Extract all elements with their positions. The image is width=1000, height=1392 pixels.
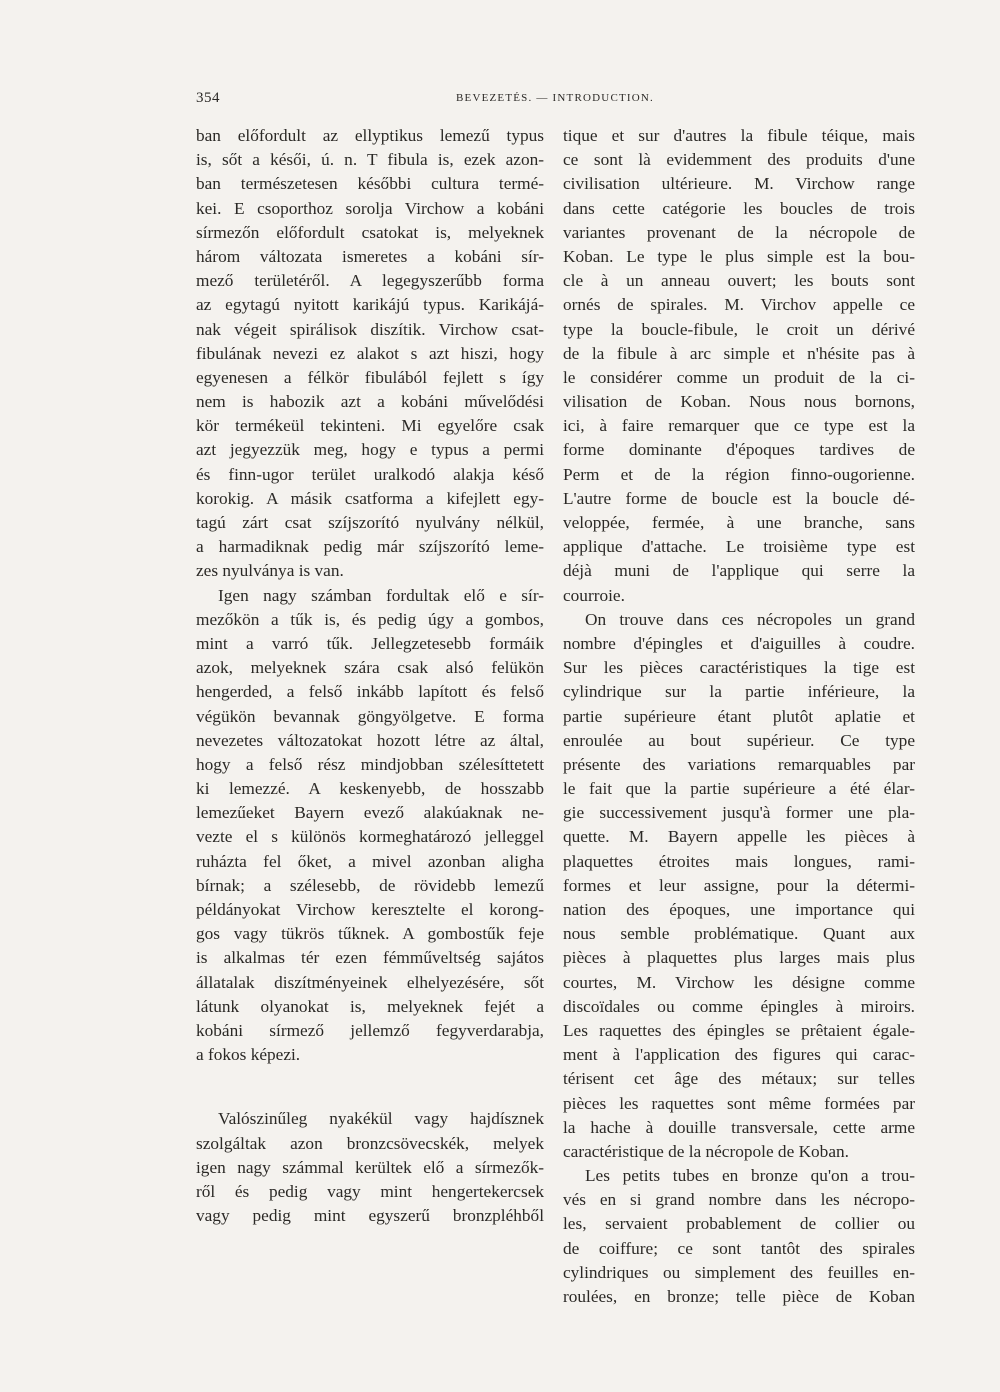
- text-line: és finn-ugor terület uralkodó alakja késő: [196, 464, 544, 484]
- text-line: courroie.: [563, 585, 625, 605]
- paragraph-gap: [196, 1067, 544, 1107]
- text-line: cle à un anneau ouvert; les bouts sont: [563, 271, 915, 291]
- text-line: nombre d'épingles et d'aiguilles à coudre.: [563, 633, 915, 653]
- text-line: dans cette catégorie les boucles de trois: [563, 198, 915, 218]
- text-line: formes et leur assigne, pour la détermi-: [563, 875, 915, 895]
- text-line: nation des époques, une importance qui: [563, 900, 915, 919]
- text-line: bírnak; a szélesebb, de rövidebb lemezű: [196, 875, 544, 895]
- text-line: présente des variations remarquables par: [563, 754, 915, 774]
- text-line: sírmezőn előfordult csatokat is, melyeknek: [196, 222, 544, 242]
- text-line: veloppée, fermée, à une branche, sans: [563, 513, 915, 532]
- text-line: forme dominante d'époques tardives de: [563, 440, 915, 460]
- text-line: le considérer comme un produit de la ci-: [563, 367, 915, 387]
- hungarian-paragraph-buckles: [196, 124, 544, 584]
- text-line: On trouve dans ces nécropoles un grand: [585, 609, 915, 629]
- text-line: mező területéről. A legegyszerűbb forma: [196, 271, 544, 291]
- text-line: partie supérieure étant plutôt aplatie et: [563, 706, 915, 726]
- text-line: a harmadiknak pedig már szíjszorító leme-: [196, 537, 544, 557]
- text-line: azt jegyezzük meg, hogy e typus a permi: [196, 440, 544, 460]
- text-line: déjà muni de l'applique qui serre la: [563, 561, 915, 581]
- text-line: példányokat Virchow keresztelte el korong-: [196, 900, 544, 919]
- text-line: cylindriques ou simplement des feuilles en-: [563, 1262, 915, 1282]
- text-line: zes nyulványa is van.: [196, 561, 344, 581]
- text-line: térisent cet âge des métaux; sur telles: [563, 1069, 915, 1089]
- text-line: caractéristique de la nécropole de Koban.: [563, 1141, 849, 1161]
- text-line: Sur les pièces caractéristiques la tige est: [563, 658, 915, 678]
- text-line: is, sőt a késői, ú. n. T fibula is, ezek azon-: [196, 150, 544, 170]
- text-line: egyenesen a félkör fibulából fejlett s így: [196, 367, 544, 387]
- text-line: mezőkön a tűk is, és pedig úgy a gombos,: [196, 609, 544, 629]
- text-line: applique d'attache. Le troisième type est: [563, 537, 915, 557]
- text-line: plaquettes étroites mais longues, rami-: [563, 851, 915, 871]
- text-line: az egytagú nyitott karikájú typus. Karikájá-: [196, 295, 544, 315]
- text-line: Les raquettes des épingles se prêtaient égale-: [563, 1020, 915, 1040]
- text-line: kei. E csoporthoz sorolja Virchow a kobáni: [196, 198, 544, 218]
- text-line: szolgáltak azon bronzcsövecskék, melyek: [196, 1133, 544, 1153]
- text-line: igen nagy számmal kerültek elő a sírmezők-: [196, 1157, 544, 1177]
- text-line: Valószinűleg nyakékül vagy hajdísznek: [218, 1109, 544, 1129]
- text-line: enroulée au bout supérieur. Ce type: [563, 730, 915, 750]
- text-line: quette. M. Bayern appelle les pièces à: [563, 827, 915, 847]
- french-paragraph-buckles: [563, 124, 915, 608]
- text-line: tique et sur d'autres la fibule téique, mais: [563, 126, 915, 145]
- page-number: 354: [196, 90, 220, 106]
- text-line: pièces les raquettes sont même formées par: [563, 1093, 915, 1113]
- text-line: ban természetesen későbbi cultura termé-: [196, 174, 544, 194]
- text-line: cylindrique sur la partie inférieure, la: [563, 682, 915, 702]
- text-line: látunk olyanokat is, melyeknek fejét a: [196, 996, 544, 1016]
- page-header: [196, 90, 914, 110]
- french-paragraph-tubes: [563, 1164, 915, 1309]
- text-line: de la fibule à arc simple et n'hésite pas à: [563, 343, 915, 363]
- text-line: L'autre forme de boucle est la boucle dé-: [563, 488, 915, 508]
- text-line: mint a varró tűk. Jellegzetesebb formáik: [196, 633, 544, 653]
- text-line: civilisation ultérieure. M. Virchow range: [563, 174, 915, 194]
- text-line: korokig. A másik csatforma a kifejlett egy-: [196, 488, 544, 508]
- text-line: is alkalmas tér ezen fémműveltség sajátos: [196, 948, 544, 968]
- text-line: pièces à plaquettes plus larges mais plus: [563, 948, 915, 968]
- text-line: discoïdales ou comme épingles à miroirs.: [563, 996, 915, 1016]
- text-line: nous semble problématique. Quant aux: [563, 924, 915, 944]
- text-line: kör termékeül tekinteni. Mi egyelőre csak: [196, 416, 544, 436]
- text-line: hengerded, a felső inkább lapított és felső: [196, 682, 544, 702]
- text-line: ki lemezzé. A keskenyebb, de hosszabb: [196, 779, 544, 799]
- text-line: ce sont là evidemment des produits d'une: [563, 150, 915, 170]
- text-line: tagú zárt csat szíjszorító nyulvány nélkül,: [196, 513, 544, 532]
- text-line: ornés de spirales. M. Virchov appelle ce: [563, 295, 915, 315]
- text-line: la hache à douille transversale, cette arme: [563, 1117, 915, 1137]
- text-line: ban előfordult az ellyptikus lemezű typus: [196, 126, 544, 145]
- hungarian-paragraph-tubes: [196, 1107, 544, 1228]
- text-line: ici, à faire remarquer que ce type est la: [563, 416, 915, 436]
- text-line: roulées, en bronze; telle pièce de Koban: [563, 1287, 915, 1306]
- text-line: kobáni sírmező jellemző fegyverdarabja,: [196, 1020, 544, 1040]
- text-line: fibulának nevezi ez alakot s azt hiszi, hogy: [196, 343, 544, 363]
- hungarian-column: [196, 124, 544, 1228]
- french-paragraph-pins: [563, 608, 915, 1164]
- text-line: gie successivement jusqu'à former une pla-: [563, 803, 915, 823]
- text-line: nak végeit spirálisok diszítik. Virchow csat-: [196, 319, 544, 339]
- text-line: vés en si grand nombre dans les nécropo-: [563, 1190, 915, 1210]
- text-line: állatalak diszítményeinek elhelyezésére, sőt: [196, 972, 544, 992]
- running-head: BEVEZETÉS. — INTRODUCTION.: [455, 92, 654, 104]
- text-line: a fokos képezi.: [196, 1045, 301, 1065]
- text-line: les, servaient probablement de collier ou: [563, 1214, 915, 1234]
- text-line: ről és pedig vagy mint hengertekercsek: [196, 1181, 544, 1201]
- text-line: le fait que la partie supérieure a été élar-: [563, 779, 915, 799]
- text-line: courtes, M. Virchow les désigne comme: [563, 972, 915, 992]
- text-line: azok, melyeknek szára csak alsó felükön: [196, 658, 544, 678]
- french-column: [563, 124, 915, 1309]
- text-line: type la boucle-fibule, le croit un dérivé: [563, 319, 915, 339]
- text-line: hogy a felső rész mindjobban szélesíttetett: [196, 754, 544, 774]
- text-line: nevezetes változatokat hozott létre az által,: [196, 730, 544, 750]
- text-line: végükön bevannak göngyölgetve. E forma: [196, 706, 544, 726]
- text-line: lemezűeket Bayern evező alakúaknak ne-: [196, 803, 544, 823]
- text-line: gos vagy tükrös tűknek. A gombostűk feje: [196, 924, 544, 944]
- text-line: ment à l'application des figures qui carac-: [563, 1045, 915, 1065]
- text-line: nem is habozik azt a kobáni művelődési: [196, 392, 544, 412]
- text-line: Perm et de la région finno-ougorienne.: [563, 464, 915, 484]
- text-line: Igen nagy számban fordultak elő e sír-: [218, 585, 544, 605]
- hungarian-paragraph-pins: [196, 584, 544, 1068]
- text-line: ruházta fel őket, a mivel azonban aligha: [196, 851, 544, 871]
- text-line: vilisation de Koban. Nous nous bornons,: [563, 392, 915, 412]
- text-line: Les petits tubes en bronze qu'on a trou-: [585, 1166, 915, 1186]
- text-line: három változata ismeretes a kobáni sír-: [196, 246, 544, 266]
- text-line: Koban. Le type le plus simple est la bou-: [563, 246, 915, 266]
- text-line: variantes provenant de la nécropole de: [563, 222, 915, 242]
- text-line: de coiffure; ce sont tantôt des spirales: [563, 1238, 915, 1258]
- text-line: vezte el s különös kormeghatározó jelleggel: [196, 827, 544, 847]
- text-line: vagy pedig mint egyszerű bronzpléhből: [196, 1206, 544, 1226]
